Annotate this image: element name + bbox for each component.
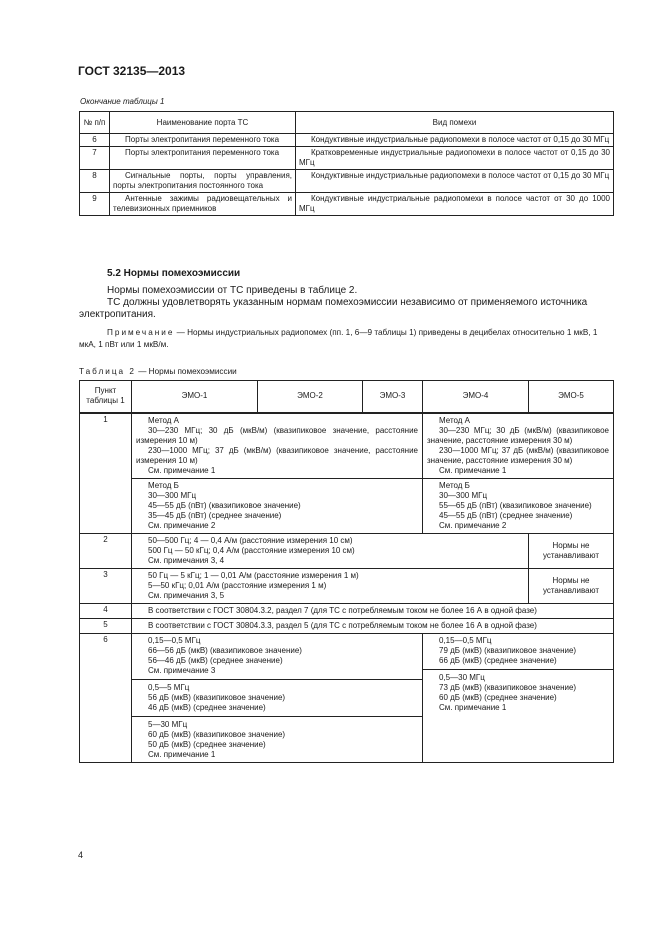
row1-method-a-emo123: Метод А 30—230 МГц; 30 дБ (мкВ/м) (квазипиковое значение, расстояние измерения 10 м) 230—1000 МГц; 37 дБ (мкВ/м) (квазипиковое значение, расстояние измерения 10 м) См. примечание 1 bbox=[132, 413, 423, 479]
table-row: 6 0,15—0,5 МГц 66—56 дБ (мкВ) (квазипиковое значение) 56—46 дБ (мкВ) (среднее значение) См. примечание 3 0,5—5 МГц 56 дБ (мкВ) (квазипиковое значение) 46 дБ (мкВ) (среднее значение) 5—30 МГц 60 дБ (мкВ) (квазипиковое значение) 50 дБ (мкВ) (среднее значение) См. примечание 1 0,15—0,5 МГц 79 дБ (мкВ) (квазипиковое значение) 66 дБ (мкВ) (среднее значение) 0,5—30 МГц 73 дБ (мкВ) (квазипиковое значение) 60 дБ (мкВ) (среднее значение) См. примечание 1 bbox=[80, 633, 614, 762]
table2-header-emo4: ЭМО-4 bbox=[423, 381, 529, 413]
table1-caption: Окончание таблицы 1 bbox=[80, 97, 165, 106]
table-row: 2 50—500 Гц; 4 — 0,4 А/м (расстояние измерения 10 см) 500 Гц — 50 кГц; 0,4 А/м (расстояние измерения 10 см) См. примечания 3, 4 Нормы не устанавливают bbox=[80, 533, 614, 568]
table2-header-emo1: ЭМО-1 bbox=[132, 381, 258, 413]
row1-method-b-emo123: Метод Б 30—300 МГц 45—55 дБ (пВт) (квазипиковое значение) 35—45 дБ (пВт) (среднее значение) См. примечание 2 bbox=[132, 478, 423, 533]
table-row: 3 50 Гц — 5 кГц; 1 — 0,01 А/м (расстояние измерения 1 м) 5—50 кГц; 0,01 А/м (расстояние измерения 1 м) См. примечания 3, 5 Нормы не устанавливают bbox=[80, 568, 614, 603]
paragraph-1: Нормы помехоэмиссии от ТС приведены в таблице 2. bbox=[107, 285, 358, 296]
table1-header-type: Вид помехи bbox=[296, 112, 614, 134]
table-1 bbox=[79, 111, 614, 216]
table2-header-emo2: ЭМО-2 bbox=[258, 381, 363, 413]
paragraph-2: ТС должны удовлетворять указанным нормам помехоэмиссии независимо от применяемого источника электропитания. bbox=[79, 297, 588, 320]
table1-header-num: № п/п bbox=[80, 112, 110, 134]
document-header: ГОСТ 32135—2013 bbox=[78, 64, 186, 78]
row1-method-a-emo45: Метод А 30—230 МГц; 30 дБ (мкВ/м) (квазипиковое значение, расстояние измерения 30 м) 230—1000 МГц; 37 дБ (мкВ/м) (квазипиковое значение, расстояние измерения 30 м) См. примечание 1 bbox=[423, 413, 614, 479]
note-text: — Нормы индустриальных радиопомех (пп. 1, 6—9 таблицы 1) приведены в децибелах относительно 1 мкВ, 1 мкА, 1 пВт или 1 мкВ/м. bbox=[79, 328, 598, 349]
table2-caption-text: — Нормы помехоэмиссии bbox=[135, 367, 237, 376]
table-row: 9 Антенные зажимы радиовещательных и телевизионных приемников Кондуктивные индустриальные радиопомехи в полосе частот от 30 до 1000 МГц bbox=[80, 193, 614, 216]
table-2 bbox=[79, 380, 614, 763]
table2-header-item: Пункт таблицы 1 bbox=[80, 381, 132, 413]
note bbox=[79, 327, 614, 351]
page-number: 4 bbox=[78, 850, 84, 860]
note-label: Примечание bbox=[107, 328, 175, 337]
table1-header-port: Наименование порта ТС bbox=[110, 112, 296, 134]
table-row: 1 Метод А 30—230 МГц; 30 дБ (мкВ/м) (квазипиковое значение, расстояние измерения 10 м) 230—1000 МГц; 37 дБ (мкВ/м) (квазипиковое значение, расстояние измерения 10 м) См. примечание 1 Метод А 30—230 МГц; 30 дБ (мкВ/м) (квазипиковое значение, расстояние измерения 30 м) 230—1000 МГц; 37 дБ (мкВ/м) (квазипиковое значение, расстояние измерения 30 м) См. примечание 1 bbox=[80, 413, 614, 479]
table2-caption-label: Таблица 2 bbox=[79, 367, 136, 376]
table-row: 5 В соответствии с ГОСТ 30804.3.3, раздел 5 (для ТС с потребляемым током не более 16 А в одной фазе) bbox=[80, 618, 614, 633]
table-row: 4 В соответствии с ГОСТ 30804.3.2, раздел 7 (для ТС с потребляемым током не более 16 А в одной фазе) bbox=[80, 603, 614, 618]
table-row: 7 Порты электропитания переменного тока Кратковременные индустриальные радиопомехи в полосе частот от 0,15 до 30 МГц bbox=[80, 147, 614, 170]
table-row: 6 Порты электропитания переменного тока Кондуктивные индустриальные радиопомехи в полосе частот от 0,15 до 30 МГц bbox=[80, 134, 614, 147]
table2-header-emo3: ЭМО-3 bbox=[363, 381, 423, 413]
table2-header-emo5: ЭМО-5 bbox=[529, 381, 614, 413]
table2-caption bbox=[79, 367, 237, 376]
section-title: 5.2 Нормы помехоэмиссии bbox=[107, 268, 241, 279]
row1-method-b-emo45: Метод Б 30—300 МГц 55—65 дБ (пВт) (квазипиковое значение) 45—55 дБ (пВт) (среднее значение) См. примечание 2 bbox=[423, 478, 614, 533]
table-row: 8 Сигнальные порты, порты управления, порты электропитания постоянного тока Кондуктивные индустриальные радиопомехи в полосе частот от 0,15 до 30 МГц bbox=[80, 170, 614, 193]
table-row bbox=[80, 478, 614, 533]
